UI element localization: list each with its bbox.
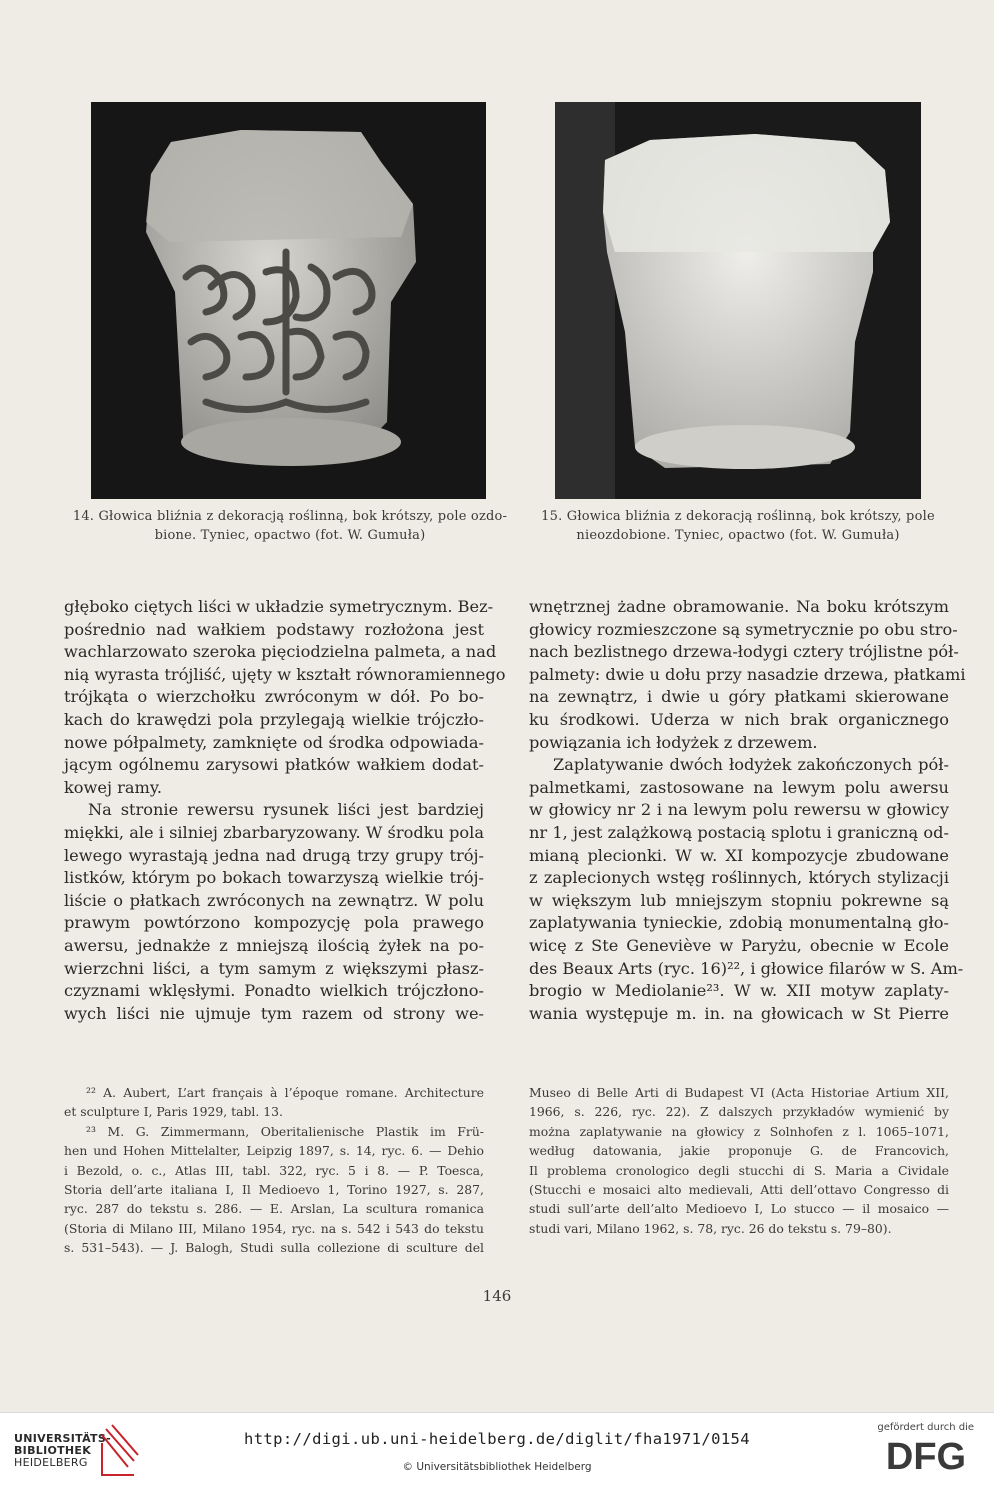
text-line: wych liści nie ujmuje tym razem od strony we-	[64, 1003, 484, 1023]
dfg-logo-text: DFG	[885, 1436, 967, 1475]
text-line: w głowicy nr 2 i na lewym polu rewersu w głowicy	[529, 800, 949, 820]
caption-line: nieozdobione. Tyniec, opactwo (fot. W. Gumuła)	[576, 528, 900, 543]
caption-line: 15. Głowica bliźnia z dekoracją roślinną, bok krótszy, pole	[541, 509, 935, 524]
footnote-line: 1966, s. 226, ryc. 22). Z dalszych przykładów wymienić by	[529, 1104, 949, 1120]
footnote-line: można zaplatywanie na głowicy z Solnhofen z l. 1065–1071,	[529, 1123, 949, 1139]
footnotes-right	[529, 1083, 949, 1238]
text-line: kach do krawędzi pola przylegają wielkie trójczło-	[64, 709, 484, 729]
text-line: Zaplatywanie dwóch łodyżek zakończonych pół-	[553, 755, 949, 775]
library-line: UNIVERSITÄTS-	[14, 1432, 111, 1445]
footnote-line: według datowania, jakie proponuje G. de Francovich,	[529, 1143, 949, 1159]
footnote-line: s. 531–543). — J. Balogh, Studi sulla collezione di sculture del	[64, 1240, 484, 1256]
text-line: z zaplecionych wstęg roślinnych, których stylizacji	[529, 868, 949, 888]
footnote-line: ²² A. Aubert, L’art français à l’époque romane. Architecture	[86, 1085, 484, 1100]
text-line: jącym ogólnemu zarysowi płatków wałkiem dodat-	[64, 755, 484, 775]
text-line: nowe półpalmety, zamknięte od środka odpowiada-	[64, 732, 484, 752]
text-line: wnętrznej żadne obramowanie. Na boku krótszym	[529, 597, 949, 616]
footnote-line: Il problema cronologico degli stucchi di S. Maria a Cividale	[529, 1162, 949, 1178]
viewer-footer	[0, 1412, 994, 1485]
text-line: miękki, ale i silniej zbarbaryzowany. W środku pola	[64, 822, 484, 842]
text-line: na zewnątrz, i dwie u góry płatkami skierowane	[529, 687, 949, 707]
text-line: wania występuje m. in. na głowicach w St Pierre	[529, 1003, 949, 1023]
text-line: w większym lub mniejszym stopniu pokrewne są	[529, 890, 949, 910]
text-line: Na stronie rewersu rysunek liści jest bardziej	[88, 800, 484, 820]
footnote-line: hen und Hohen Mittelalter, Leipzig 1897, s. 14, ryc. 6. — Dehio	[64, 1143, 484, 1159]
footnote-line: Storia dell’arte italiana I, Il Medioevo 1, Torino 1927, s. 287,	[64, 1182, 484, 1198]
text-line: wicę z Ste Geneviève w Paryżu, obecnie w Ecole	[529, 935, 949, 955]
text-line: kowej ramy.	[64, 777, 163, 797]
text-line: czyznami wklęsłymi. Ponadto wielkich trójczłono-	[64, 981, 484, 1001]
text-line: zaplatywania tynieckie, zdobią monumentalną gło-	[529, 913, 949, 933]
footnote-line: studi vari, Milano 1962, s. 78, ryc. 26 do tekstu s. 79–80).	[529, 1220, 892, 1236]
text-line: prawym powtórzono kompozycję pola prawego	[64, 913, 484, 933]
text-line: listków, którym po bokach towarzyszą wielkie trój-	[64, 868, 484, 888]
footnotes-left	[64, 1083, 484, 1258]
footnote-line: et sculpture I, Paris 1929, tabl. 13.	[64, 1104, 283, 1120]
text-line: głęboko ciętych liści w układzie symetrycznym. Bez-	[64, 597, 494, 616]
text-line: nią wyrasta trójliść, ujęty w kształt równoramiennego	[64, 664, 506, 684]
text-line: pośrednio nad wałkiem podstawy rozłożona jest	[64, 619, 484, 639]
figure-15-photo	[555, 102, 921, 499]
caption-line: 14. Głowica bliźnia z dekoracją roślinną, bok krótszy, pole ozdo-	[72, 509, 508, 524]
footnote-line: ryc. 287 do tekstu s. 286. — E. Arslan, La scultura romanica	[64, 1201, 484, 1217]
footnote-line: (Storia di Milano III, Milano 1954, ryc. na s. 542 i 543 do tekstu	[64, 1220, 484, 1236]
text-line: mianą plecionki. W w. XI kompozycje zbudowane	[529, 845, 949, 865]
text-line: powiązania ich łodyżek z drzewem.	[529, 732, 818, 752]
caption-line: bione. Tyniec, opactwo (fot. W. Gumuła)	[154, 528, 426, 543]
text-line: nach bezlistnego drzewa-łodygi cztery trójlistne pół-	[529, 642, 959, 662]
text-line: ku środkowi. Uderza w nich brak organicznego	[529, 709, 949, 729]
text-line: głowicy rozmieszczone są symetrycznie po obu stro-	[529, 619, 958, 639]
library-line: HEIDELBERG	[14, 1456, 88, 1469]
figure-14-caption	[40, 507, 540, 545]
funding-label: gefördert durch die	[877, 1422, 974, 1433]
text-line: nr 1, jest zalążkową postacią splotu i graniczną od-	[529, 822, 949, 842]
copyright-notice: © Universitätsbibliothek Heidelberg	[402, 1461, 592, 1473]
text-line: palmety: dwie u dołu przy nasadzie drzewa, płatkami	[529, 664, 966, 684]
text-line: wierzchni liści, a tym samym z większymi płasz-	[64, 958, 484, 978]
text-line: palmetkami, zastosowane na lewym polu awersu	[529, 777, 949, 797]
text-line: wachlarzowato szeroka pięciodzielna palmeta, a nad	[64, 642, 497, 662]
dfg-logo-icon[interactable]	[880, 1435, 972, 1475]
text-line: liście o płatkach zwróconych na zewnątrz. W polu	[64, 890, 484, 910]
footnote-line: (Stucchi e mosaici alto medievali, Atti dell’ottavo Congresso di	[529, 1182, 949, 1198]
permalink-url[interactable]: http://digi.ub.uni-heidelberg.de/diglit/fha1971/0154	[243, 1430, 751, 1448]
text-line: awersu, jednakże z mniejszą ilością żyłek na po-	[64, 935, 484, 955]
left-text-column	[64, 596, 506, 1025]
page-number: 146	[482, 1287, 512, 1305]
text-line: trójkąta o wierzchołku zwróconym w dół. Po bo-	[64, 687, 484, 707]
figure-15-caption	[522, 507, 954, 545]
footnote-line: ²³ M. G. Zimmermann, Oberitalienische Plastik im Frü-	[86, 1123, 484, 1139]
footnote-line: Museo di Belle Arti di Budapest VI (Acta Historiae Artium XII,	[529, 1085, 949, 1100]
library-line: BIBLIOTHEK	[14, 1444, 92, 1457]
figure-14-photo	[91, 102, 486, 499]
text-line: brogio w Mediolanie²³. W w. XII motyw zaplaty-	[529, 981, 949, 1001]
text-line: des Beaux Arts (ryc. 16)²², i głowice filarów w S. Am-	[529, 958, 964, 978]
text-line: lewego wyrastają jedna nad drugą trzy grupy trój-	[64, 845, 484, 865]
footnote-line: studi sull’arte dell’alto Medioevo I, Lo stucco — il mosaico —	[529, 1201, 949, 1217]
footnote-line: i Bezold, o. c., Atlas III, tabl. 322, ryc. 5 i 8. — P. Toesca,	[64, 1162, 484, 1178]
right-text-column	[529, 596, 966, 1025]
